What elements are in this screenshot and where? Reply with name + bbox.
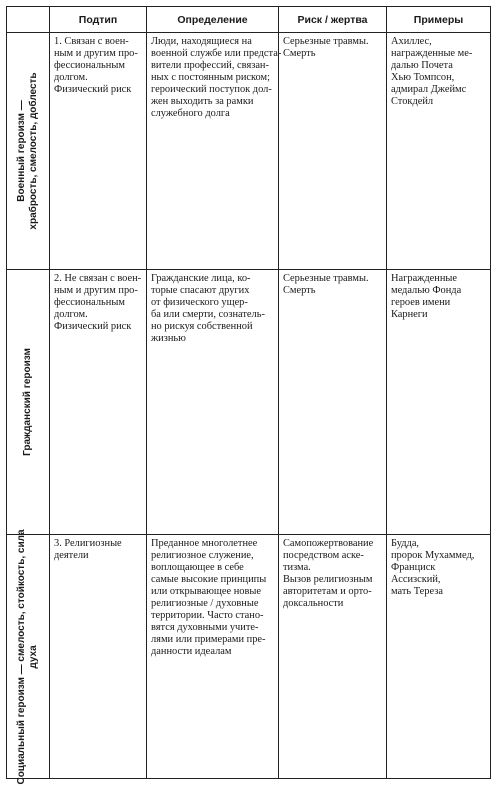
table-row [7, 33, 491, 270]
hero-typology-table [6, 6, 491, 785]
definition-cell: Преданное многолетнее религиозное служение, воплощающее в себе самые высокие принципы или открывающее новые религиозные / духовные территории. Часто стано- вятся духовными учите- лями или примерами пре- данности идеалам [147, 535, 279, 779]
header-definition: Определение [147, 7, 279, 33]
risk-cell: Серьезные травмы. Смерть [279, 33, 387, 270]
examples-cell: Будда, пророк Мухаммед, Франциск Ассизский, мать Тереза [387, 535, 491, 779]
header-row [7, 7, 491, 33]
category-cell [7, 528, 50, 785]
category-cell [7, 270, 50, 535]
category-cell [7, 33, 50, 270]
category-label: Военный героизм — храбрость, смелость, доблесть [16, 72, 39, 230]
header-subtype: Подтип [50, 7, 147, 33]
table-row [7, 535, 491, 779]
subtype-cell: 3. Религиозные деятели [50, 535, 147, 779]
definition-cell: Гражданские лица, ко- торые спасают других от физического ущер- ба или смерти, сознатель- но рискуя собственной жизнью [147, 270, 279, 535]
category-label: Гражданский героизм [22, 348, 33, 456]
table-row [7, 270, 491, 535]
category-label: Социальный героизм — смелость, стойкость, сила духа [16, 528, 39, 785]
header-category [7, 7, 50, 33]
header-risk: Риск / жертва [279, 7, 387, 33]
examples-cell: Ахиллес, награжденные ме- далью Почета Хью Томпсон, адмирал Джеймс Стокдейл [387, 33, 491, 270]
subtype-cell: 1. Связан с воен- ным и другим про- фессиональным долгом. Физический риск [50, 33, 147, 270]
risk-cell: Серьезные травмы. Смерть [279, 270, 387, 535]
header-examples: Примеры [387, 7, 491, 33]
subtype-cell: 2. Не связан с воен- ным и другим про- фессиональным долгом. Физический риск [50, 270, 147, 535]
examples-cell: Награжденные медалью Фонда героев имени Карнеги [387, 270, 491, 535]
definition-cell: Люди, находящиеся на военной службе или предста- вители профессий, связан- ных с постоянным риском; героический поступок дол- жен выходить за рамки служебного долга [147, 33, 279, 270]
risk-cell: Самопожертвование посредством аске- тизма. Вызов религиозным авторитетам и орто- доксальности [279, 535, 387, 779]
